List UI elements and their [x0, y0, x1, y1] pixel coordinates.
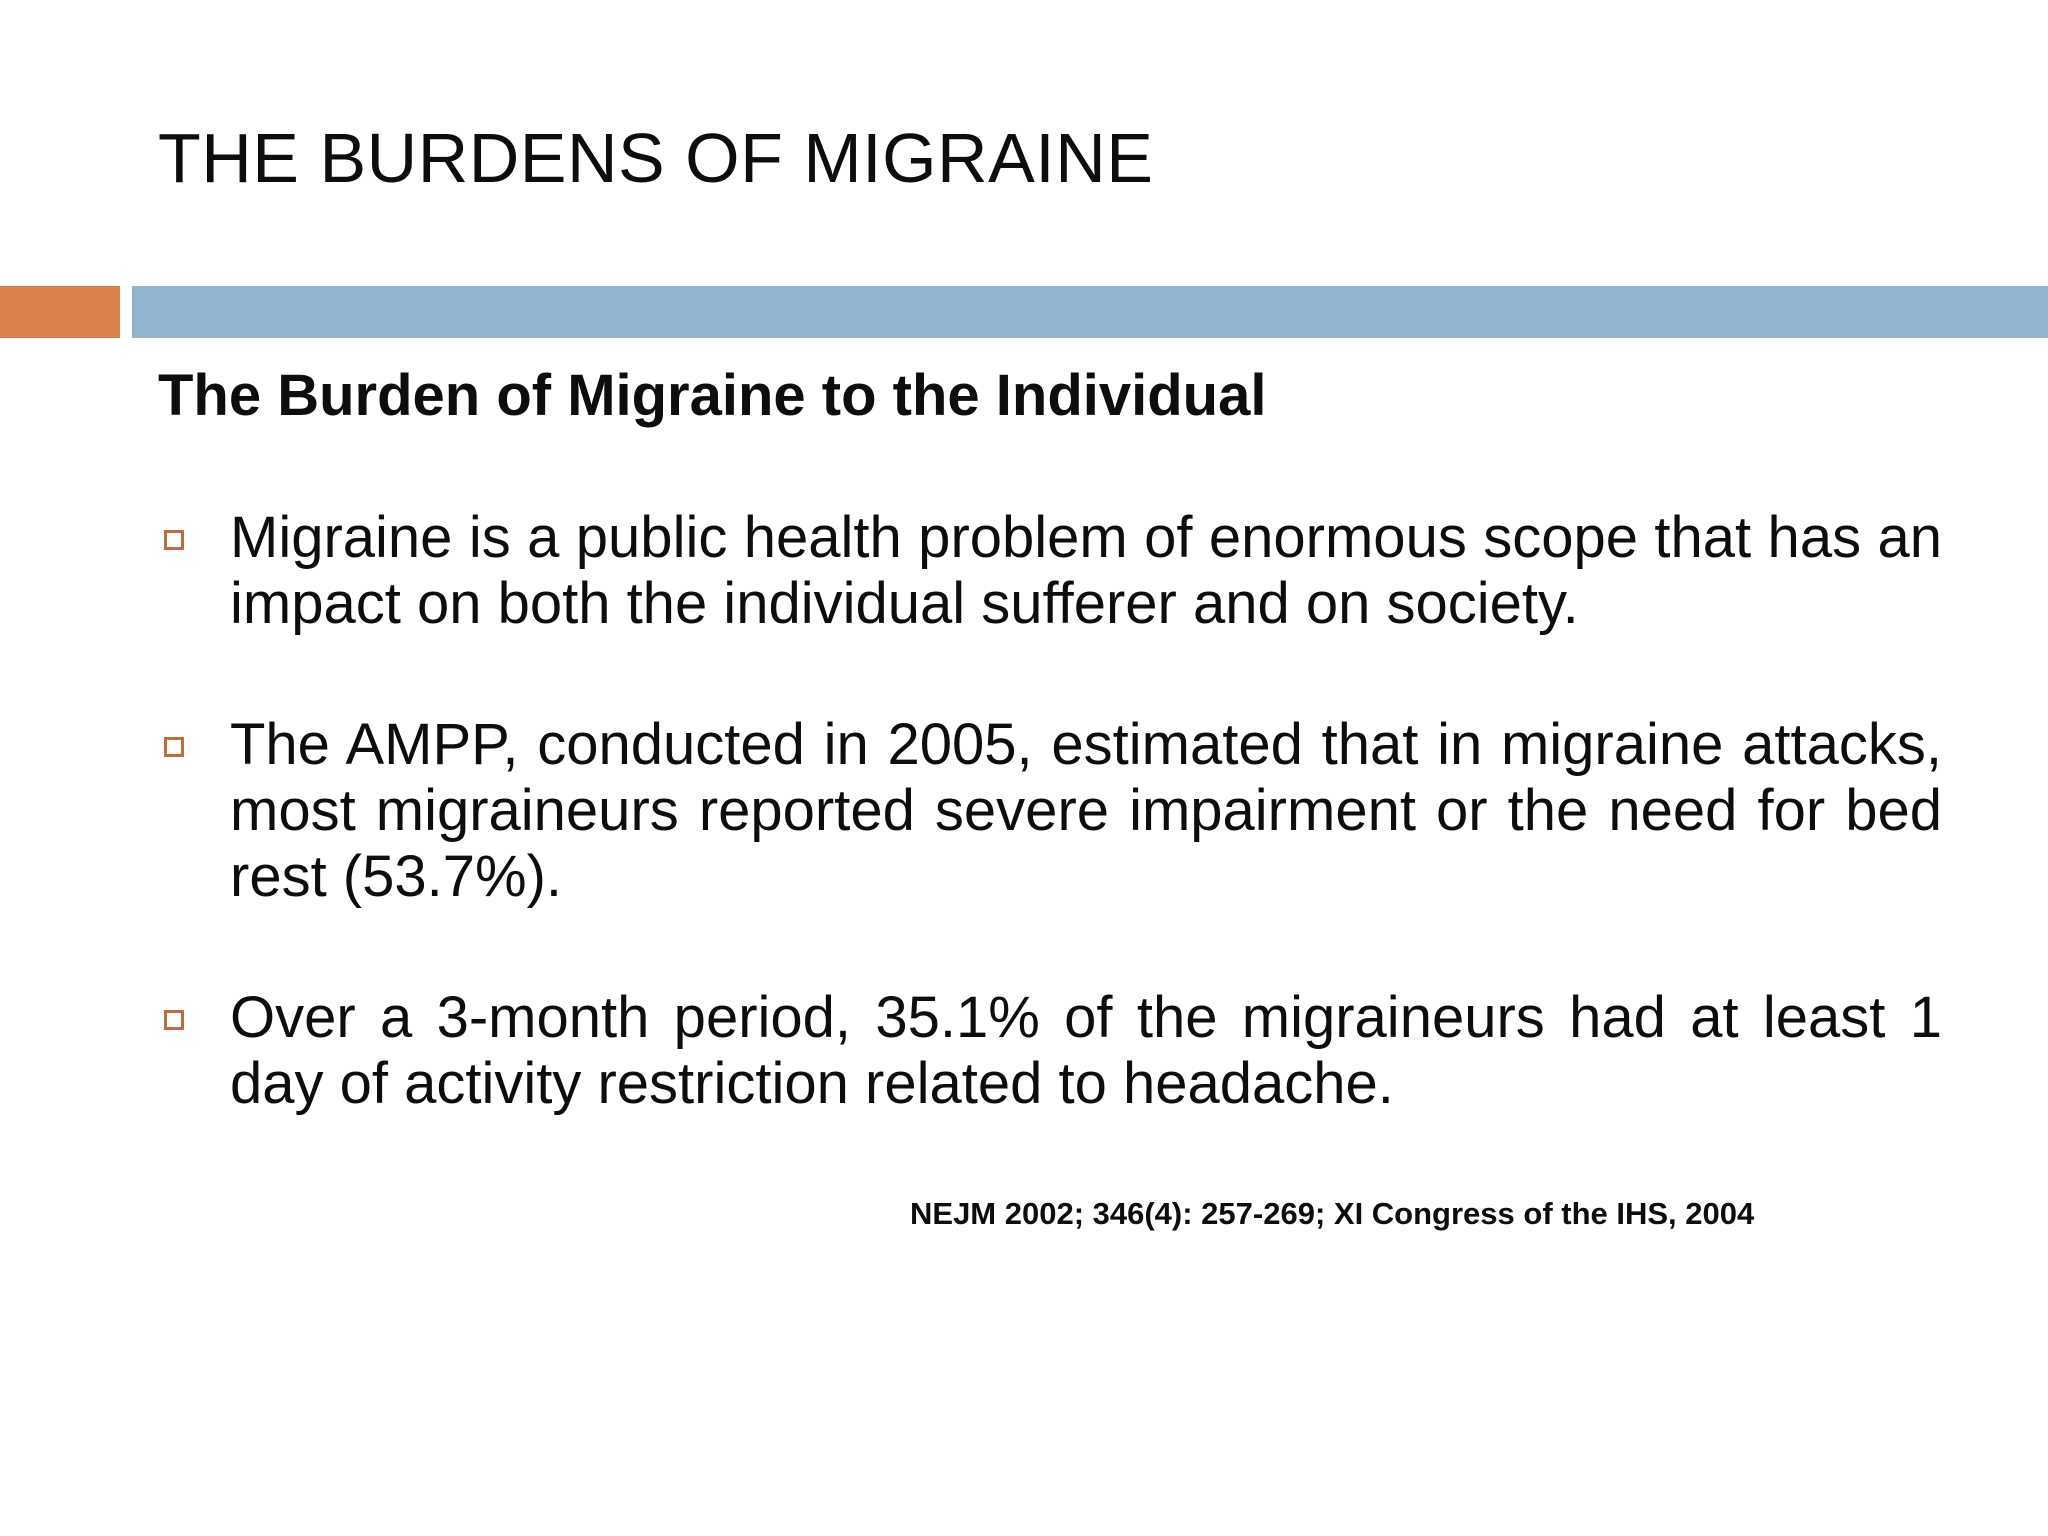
- accent-bar-blue: [132, 286, 2048, 338]
- bullet-text: Over a 3-month period, 35.1% of the migraineurs had at least 1 day of activity restriction related to headache.: [230, 985, 1942, 1116]
- section-subtitle: The Burden of Migraine to the Individual: [158, 363, 1267, 428]
- citation: NEJM 2002; 346(4): 257-269; XI Congress of the IHS, 2004: [910, 1196, 1755, 1231]
- bullet-item: [158, 712, 1942, 910]
- bullet-text: The AMPP, conducted in 2005, estimated that in migraine attacks, most migraineurs reported severe impairment or the need for bed rest (53.7%).: [230, 712, 1942, 909]
- bullet-item: [158, 985, 1942, 1117]
- hollow-square-bullet-icon: [164, 1010, 184, 1030]
- bullet-list: [158, 505, 1942, 1192]
- bullet-item: [158, 505, 1942, 637]
- slide-title: THE BURDENS OF MIGRAINE: [158, 119, 1154, 197]
- accent-bar-orange: [0, 286, 120, 338]
- hollow-square-bullet-icon: [164, 530, 184, 550]
- bullet-text: Migraine is a public health problem of enormous scope that has an impact on both the individual sufferer and on society.: [230, 505, 1942, 636]
- hollow-square-bullet-icon: [164, 737, 184, 757]
